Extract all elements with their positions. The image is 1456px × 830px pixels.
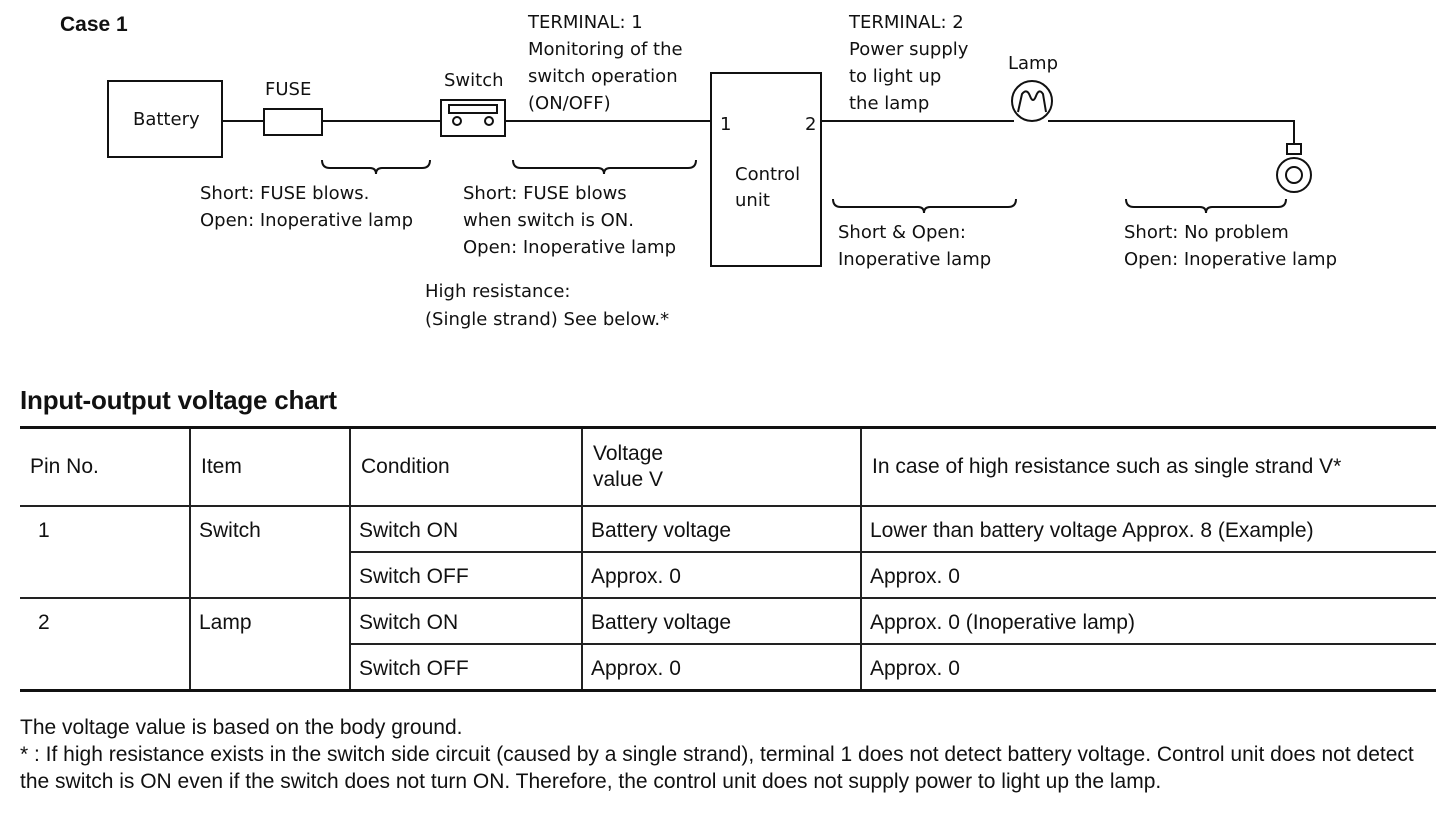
case-title: Case 1	[60, 13, 128, 36]
note-fuse-line2: Open: Inoperative lamp	[200, 210, 414, 231]
table-row	[20, 598, 1436, 644]
cell-voltage: Battery voltage	[582, 506, 861, 552]
terminal2-line2: Power supply	[849, 39, 969, 60]
header-voltage-line1: Voltage	[593, 442, 664, 465]
note-fuse-line1: Short: FUSE blows.	[200, 183, 370, 204]
battery-label: Battery	[133, 109, 200, 130]
note-output-line2: Inoperative lamp	[838, 249, 992, 270]
note-high-resistance-line1: High resistance:	[425, 281, 571, 302]
lamp-label: Lamp	[1008, 53, 1059, 74]
terminal1-line3: switch operation	[528, 66, 678, 87]
cell-voltage: Approx. 0	[582, 644, 861, 690]
switch-symbol	[441, 100, 505, 136]
circuit-diagram	[0, 0, 1456, 380]
note-switch-line1: Short: FUSE blows	[463, 183, 627, 204]
cell-item: Lamp	[190, 598, 350, 690]
note-ground-line1: Short: No problem	[1124, 222, 1289, 243]
cell-condition: Switch OFF	[350, 644, 582, 690]
table-header-row	[20, 428, 1436, 507]
header-voltage-line2: value V	[593, 468, 664, 491]
cell-pin: 1	[20, 506, 190, 598]
chart-title: Input-output voltage chart	[20, 385, 337, 415]
wire-lamp-ground	[1048, 121, 1294, 144]
brace-output-wire	[833, 199, 1016, 213]
note-high-resistance-line2: (Single strand) See below.*	[425, 309, 670, 330]
cell-voltage: Battery voltage	[582, 598, 861, 644]
cell-condition: Switch ON	[350, 598, 582, 644]
cell-voltage: Approx. 0	[582, 552, 861, 598]
fuse-symbol	[264, 109, 322, 135]
cell-high-resistance: Lower than battery voltage Approx. 8 (Example)	[870, 519, 1314, 542]
pin1-label: 1	[720, 114, 732, 135]
note-base: The voltage value is based on the body ground.	[20, 716, 463, 739]
ground-symbol	[1277, 144, 1311, 192]
note-output-line1: Short & Open:	[838, 222, 966, 243]
notes	[20, 714, 1438, 795]
cell-condition: Switch ON	[350, 506, 582, 552]
cell-high-resistance: Approx. 0	[861, 552, 1436, 598]
cell-pin: 2	[20, 598, 190, 690]
control-unit-label-line1: Control	[735, 164, 801, 185]
terminal1-line4: (ON/OFF)	[528, 93, 611, 114]
terminal2-line1: TERMINAL: 2	[849, 12, 964, 33]
note-ground-line2: Open: Inoperative lamp	[1124, 249, 1338, 270]
table-row	[20, 506, 1436, 552]
pin2-label: 2	[805, 114, 817, 135]
terminal2-line3: to light up	[849, 66, 942, 87]
brace-switch-wire	[513, 160, 696, 174]
cell-high-resistance: Approx. 0	[861, 644, 1436, 690]
note-switch-line2: when switch is ON.	[463, 210, 634, 231]
terminal1-line2: Monitoring of the	[528, 39, 683, 60]
header-pin: Pin No.	[20, 428, 190, 507]
brace-fuse-wire	[322, 160, 430, 174]
switch-label: Switch	[444, 70, 504, 91]
cell-item: Switch	[190, 506, 350, 598]
fuse-label: FUSE	[265, 79, 312, 100]
header-item: Item	[190, 428, 350, 507]
brace-ground-wire	[1126, 199, 1286, 213]
terminal2-line4: the lamp	[849, 93, 930, 114]
note-switch-line3: Open: Inoperative lamp	[463, 237, 677, 258]
voltage-table	[20, 426, 1436, 692]
header-voltage	[582, 428, 861, 507]
control-unit-label-line2: unit	[735, 190, 770, 211]
cell-condition: Switch OFF	[350, 552, 582, 598]
header-condition: Condition	[350, 428, 582, 507]
note-footnote: * : If high resistance exists in the switch side circuit (caused by a single strand), terminal 1 does not detect battery voltage. Control unit does not detect the switch is ON even if the switch does not turn ON. Therefore, the control unit does not supply power to light up the lamp.	[20, 743, 1414, 793]
header-high-resistance: In case of high resistance such as single strand V*	[872, 455, 1342, 478]
lamp-symbol	[1012, 81, 1052, 121]
cell-high-resistance: Approx. 0 (Inoperative lamp)	[861, 598, 1436, 644]
terminal1-line1: TERMINAL: 1	[528, 12, 643, 33]
